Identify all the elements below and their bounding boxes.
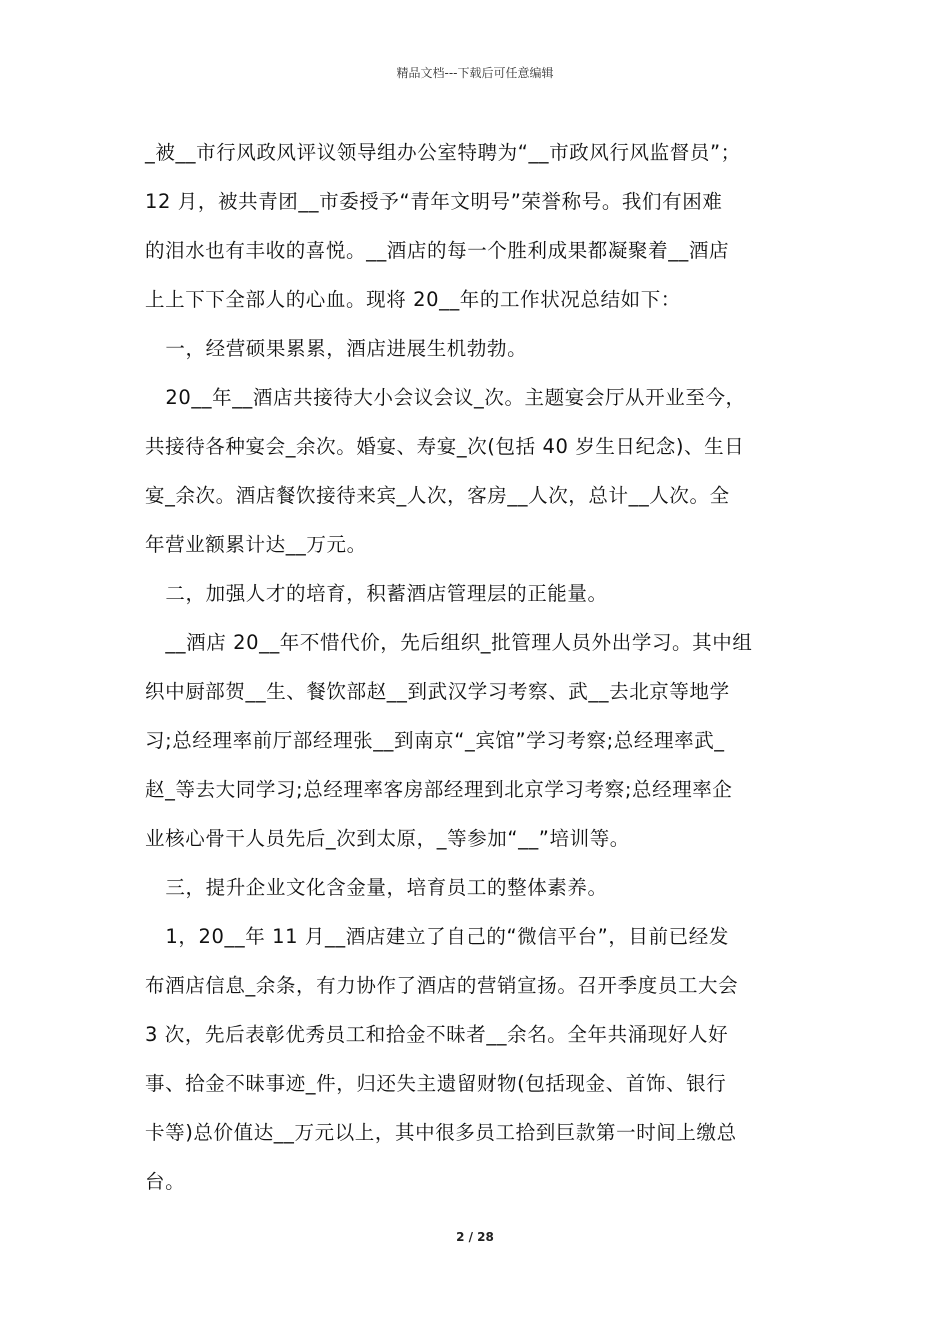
text-line: 3 次，先后表彰优秀员工和拾金不昧者__余名。全年共涌现好人好 [145,1023,729,1046]
text-line: _被__市行风政风评议领导组办公室特聘为“__市政风行风监督员”； [145,141,741,164]
section-heading: 三，提升企业文化含金量，培育员工的整体素养。 [145,876,608,899]
text-line: 宴_余次。酒店餐饮接待来宾_人次，客房__人次，总计__人次。全 [145,484,730,507]
text-line: 习;总经理率前厅部经理张__到南京“_宾馆”学习考察;总经理率武_ [145,729,725,752]
section-heading: 二，加强人才的培育，积蓄酒店管理层的正能量。 [145,582,608,605]
page-header: 精品文档---下载后可任意编辑 [396,66,554,80]
text-line: 布酒店信息_余条，有力协作了酒店的营销宣扬。召开季度员工大会 [145,974,739,997]
text-line: 20__年__酒店共接待大小会议会议_次。主题宴会厅从开业至今， [145,386,746,409]
text-line: 赵_等去大同学习;总经理率客房部经理到北京学习考察;总经理率企 [145,778,733,801]
text-line: 织中厨部贺__生、餐饮部赵__到武汉学习考察、武__去北京等地学 [145,680,730,703]
text-line: 台。 [145,1170,186,1193]
text-line: 共接待各种宴会_余次。婚宴、寿宴_次(包括 40 岁生日纪念)、生日 [145,435,745,458]
text-line: 的泪水也有丰收的喜悦。__酒店的每一个胜利成果都凝聚着__酒店 [145,239,730,262]
text-line: __酒店 20__年不惜代价，先后组织_批管理人员外出学习。其中组 [145,631,753,654]
text-line: 12 月，被共青团__市委授予“青年文明号”荣誉称号。我们有困难 [145,190,723,213]
page-number: 2 / 28 [456,1230,494,1244]
document-body [145,128,810,1206]
text-line: 1，20__年 11 月__酒店建立了自己的“微信平台”，目前已经发 [145,925,729,948]
text-line: 年营业额累计达__万元。 [145,533,367,556]
text-line: 业核心骨干人员先后_次到太原，_等参加“__”培训等。 [145,827,630,850]
section-heading: 一，经营硕果累累，酒店进展生机勃勃。 [145,337,528,360]
text-line: 上上下下全部人的心血。现将 20__年的工作状况总结如下： [145,288,681,311]
text-line: 事、拾金不昧事迹_件，归还失主遗留财物(包括现金、首饰、银行 [145,1072,727,1095]
text-line: 卡等)总价值达__万元以上，其中很多员工拾到巨款第一时间上缴总 [145,1121,737,1144]
